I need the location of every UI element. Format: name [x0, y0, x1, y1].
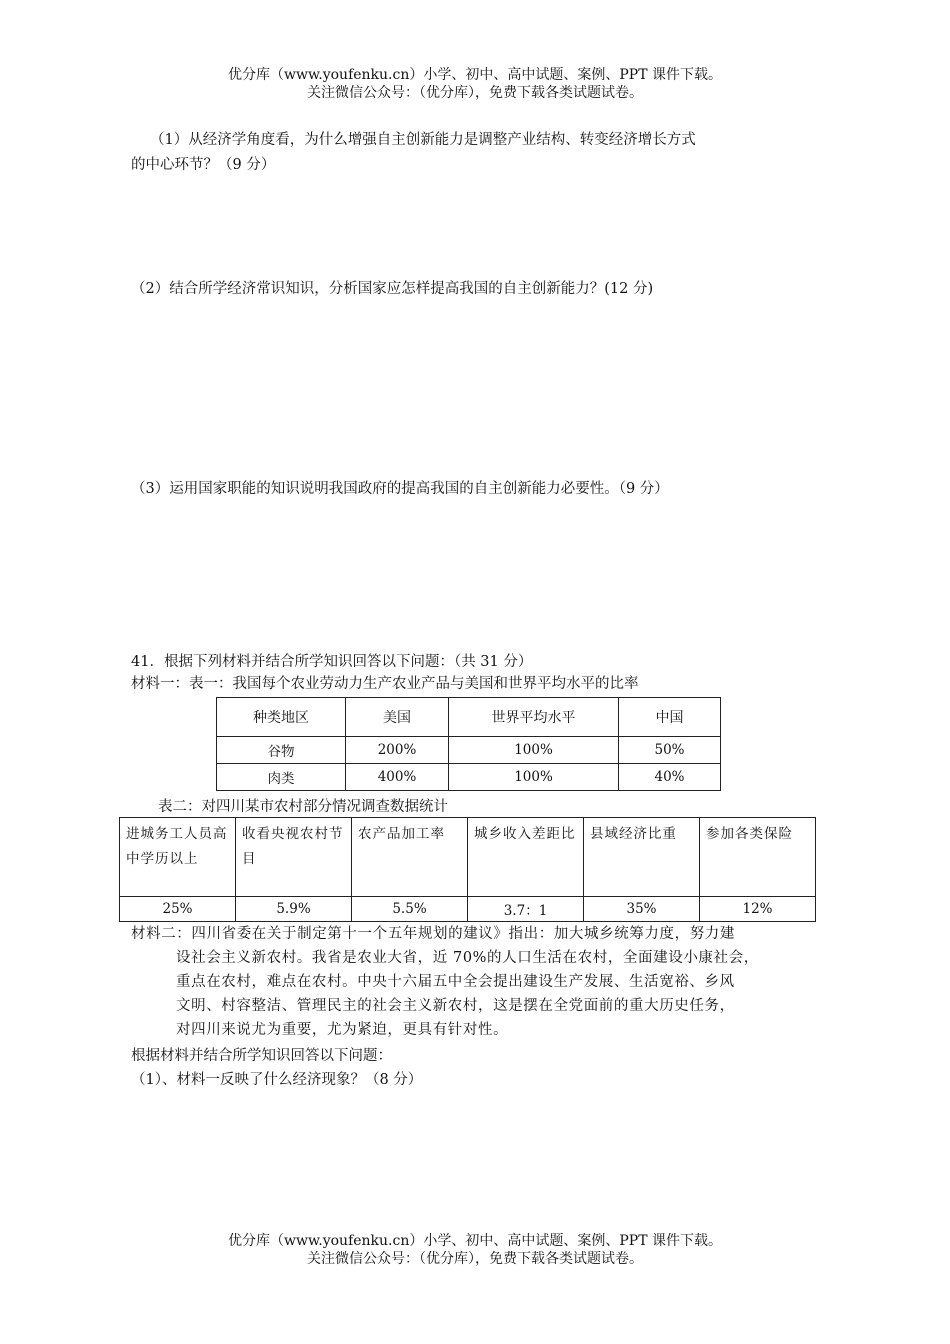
- table-2-header-cell: 参加各类保险: [700, 818, 816, 897]
- header-line-2: 关注微信公众号：（优分库），免费下载各类试题试卷。: [307, 85, 643, 101]
- table-2-header-cell: 县域经济比重: [584, 818, 700, 897]
- material2-line-3: 重点在农村，难点在农村。中央十六届五中全会提出建设生产发展、生活宽裕、乡风: [176, 974, 735, 990]
- table-row: [120, 897, 816, 922]
- table-cell: 40%: [619, 764, 721, 791]
- q40-sub3: （3）运用国家职能的知识说明我国政府的提高我国的自主创新能力必要性。（9 分）: [131, 481, 669, 497]
- table-cell: 50%: [619, 737, 721, 764]
- table-1-header-cell: 种类地区: [217, 698, 346, 737]
- table-cell: 肉类: [217, 764, 346, 791]
- table-cell: 25%: [120, 897, 236, 922]
- q41-prompt: 根据材料并结合所学知识回答以下问题：: [131, 1048, 392, 1064]
- q40-sub1-line2: 的中心环节？（9 分）: [131, 157, 276, 173]
- table-cell: 200%: [346, 737, 449, 764]
- table-cell: 5.9%: [236, 897, 352, 922]
- table-2: [119, 817, 816, 922]
- material2-line-1: 材料二：四川省委在关于制定第十一个五年规划的建议》指出：加大城乡统筹力度，努力建: [131, 926, 735, 942]
- table-2-caption: 表二：对四川某市农村部分情况调查数据统计: [158, 799, 448, 815]
- table-2-header-row: [120, 818, 816, 897]
- q41-sub1: （1）、材料一反映了什么经济现象？（8 分）: [131, 1072, 423, 1088]
- table-2-header-cell: 收看央视农村节目: [236, 818, 352, 897]
- table-2-header-cell: 城乡收入差距比: [468, 818, 584, 897]
- material2-line-4: 文明、村容整洁、管理民主的社会主义新农村，这是摆在全党面前的重大历史任务，: [176, 998, 735, 1014]
- table-cell: 400%: [346, 764, 449, 791]
- footer-line-1: 优分库（www.youfenku.cn）小学、初中、高中试题、案例、PPT 课件下载。: [227, 1233, 722, 1249]
- table-cell: 100%: [449, 764, 619, 791]
- table-1-header-cell: 美国: [346, 698, 449, 737]
- material1-caption: 材料一：表一：我国每个农业劳动力生产农业产品与美国和世界平均水平的比率: [131, 676, 639, 692]
- table-1-header-cell: 中国: [619, 698, 721, 737]
- table-cell: 35%: [584, 897, 700, 922]
- q41-title: 41．根据下列材料并结合所学知识回答以下问题：（共 31 分）: [131, 654, 533, 670]
- table-1-header-row: [217, 698, 721, 737]
- table-cell: 12%: [700, 897, 816, 922]
- material2-line-2: 设社会主义新农村。我省是农业大省，近 70%的人口生活在农村，全面建设小康社会，: [176, 950, 759, 966]
- table-2-header-cell: 农产品加工率: [352, 818, 468, 897]
- q40-sub2: （2）结合所学经济常识知识，分析国家应怎样提高我国的自主创新能力？(12 分): [131, 281, 654, 297]
- table-row: [217, 737, 721, 764]
- table-cell: 100%: [449, 737, 619, 764]
- table-1: [216, 697, 721, 791]
- table-cell: 谷物: [217, 737, 346, 764]
- material2-line-5: 对四川来说尤为重要，尤为紧迫，更具有针对性。: [176, 1022, 509, 1038]
- header-line-1: 优分库（www.youfenku.cn）小学、初中、高中试题、案例、PPT 课件下载。: [227, 67, 722, 83]
- table-cell: 5.5%: [352, 897, 468, 922]
- q40-sub1-line1: （1）从经济学角度看，为什么增强自主创新能力是调整产业结构、转变经济增长方式: [150, 132, 696, 148]
- table-cell: 3.7：1: [468, 897, 584, 922]
- footer-line-2: 关注微信公众号：（优分库），免费下载各类试题试卷。: [307, 1251, 643, 1267]
- table-row: [217, 764, 721, 791]
- table-1-header-cell: 世界平均水平: [449, 698, 619, 737]
- table-2-header-cell: 进城务工人员高中学历以上: [120, 818, 236, 897]
